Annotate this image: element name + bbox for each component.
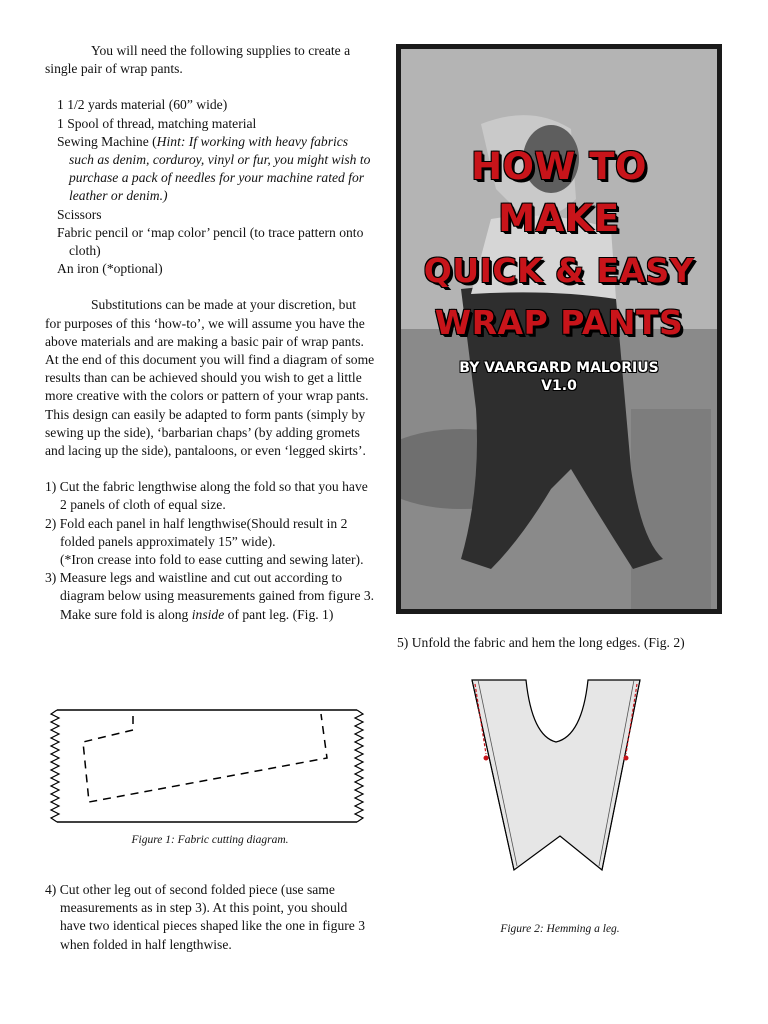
figure2-hemming-diagram [460,676,660,906]
supply-item: An iron (*optional) [57,261,163,277]
left-column [45,42,375,624]
step-text: 3) Measure legs and waistline and cut out according to diagram below using measurements gained from figure 3. Make sure fold is along [45,570,375,622]
step5-text: 5) Unfold the fabric and hem the long edges. (Fig. 2) [397,635,685,650]
step-text: 2) Fold each panel in half lengthwise(Should result in 2 folded panels approximately 15” wide). [45,515,348,549]
cover-title-line: WRAP PANTS [434,303,684,342]
step4-block [45,863,375,954]
supply-item: 1 Spool of thread, matching material [57,115,257,131]
cover-byline: BY VAARGARD MALORIUS [459,360,659,376]
supply-text: Sewing Machine ( [57,133,157,149]
supply-item: Scissors [57,206,102,222]
cover-image [396,44,722,614]
step-note: (*Iron crease into fold to ease cutting and sewing later). [60,552,364,568]
supply-hint: Hint: If working with heavy fabrics such as denim, corduroy, vinyl or fur, you might wish to purchase a pack of needles for your machine rated for leather or denim.) [69,133,371,204]
figure2-caption: Figure 2: Hemming a leg. [500,923,620,935]
supplies-list [45,96,375,278]
supply-item: 1 1/2 yards material (60” wide) [57,97,228,113]
step-item [45,515,375,570]
cover-title-line: MAKE [498,197,620,240]
step-item: 4) Cut other leg out of second folded piece (use same measurements as in step 3). At this point, you should have two identical pieces shaped like the one in figure 3 when folded in half lengthwise. [45,882,365,952]
cover-byline-block [401,359,717,395]
figure1-caption: Figure 1: Fabric cutting diagram. [131,834,289,846]
cover-title-line: HOW TO [471,145,647,188]
supply-item: Fabric pencil or ‘map color’ pencil (to trace pattern onto cloth) [57,224,364,259]
steps-list [45,478,375,624]
intro-paragraph: You will need the following supplies to create a single pair of wrap pants. [45,43,351,77]
step-emphasis: inside [191,606,225,622]
step-item: 1) Cut the fabric lengthwise along the fold so that you have 2 panels of cloth of equal size. [45,479,368,513]
step-text: of pant leg. (Fig. 1) [224,606,334,622]
supply-item [57,133,375,206]
cover-version: V1.0 [541,378,577,394]
substitutions-paragraph: Substitutions can be made at your discretion, but for purposes of this ‘how-to’, we will assume you have the above materials and are making a basic pair of wrap pants. At the end of this document you will find a diagram of some results than can be achieved should you wish to get a little more creative with the colors or pattern of your wrap pants. This design can easily be adapted to form pants (simply by sewing up the side), ‘barbarian chaps’ (by adding gromets and lacing up the side), pantaloons, or even ‘legged skirts’. [45,297,375,459]
steps-list-2 [45,881,375,954]
figure1-cutting-diagram [45,702,375,827]
cover-title-line: QUICK & EASY [423,251,695,290]
cover-title [401,141,717,349]
step-item [45,569,375,624]
